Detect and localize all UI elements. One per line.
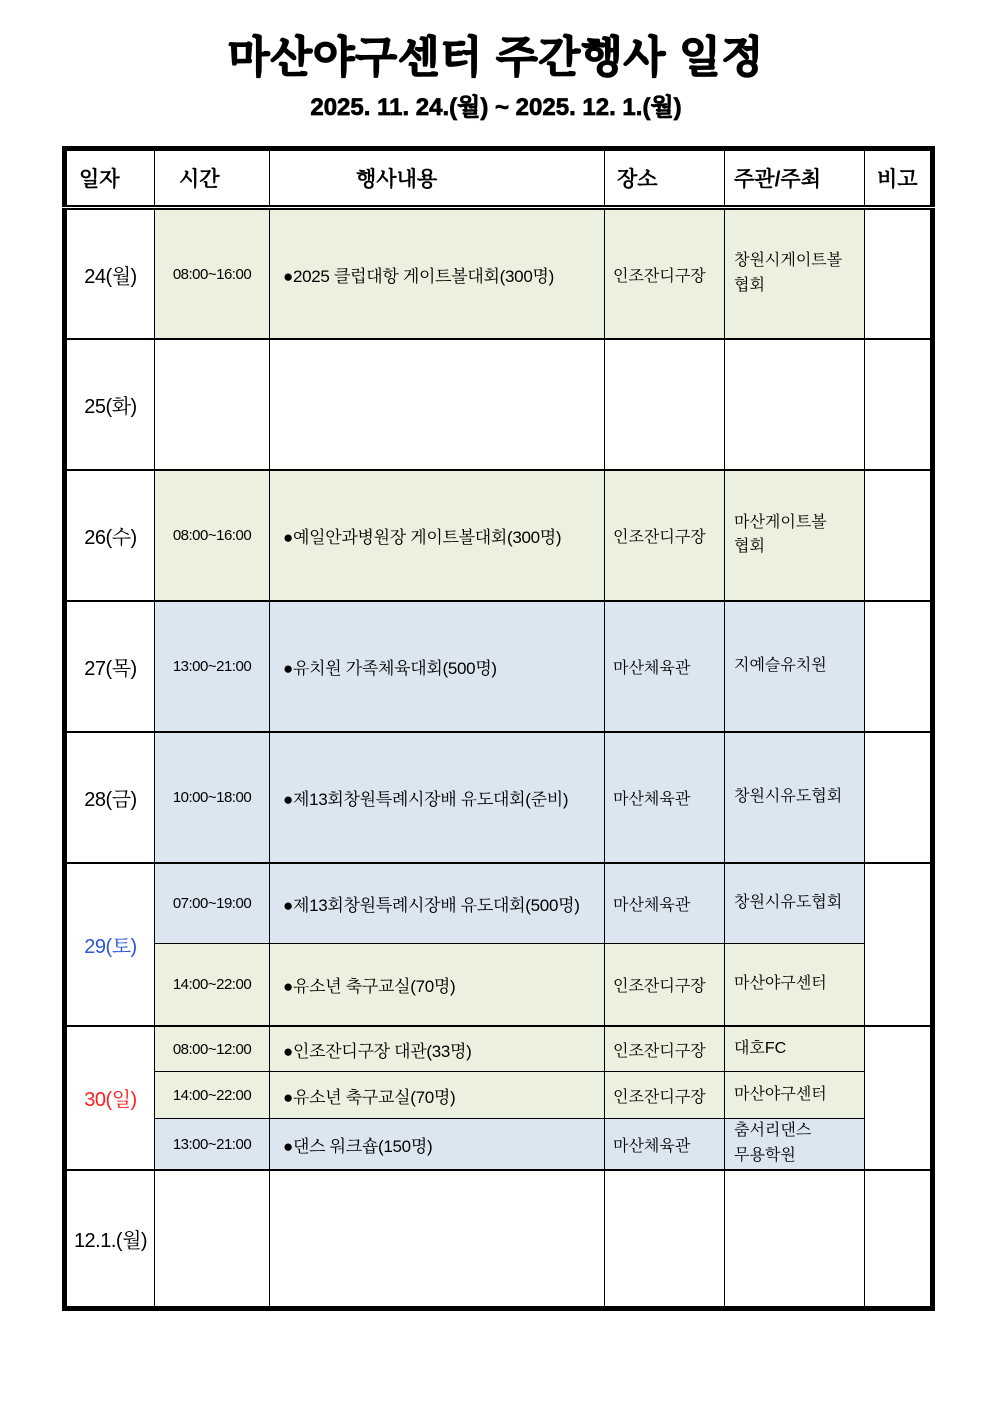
note-cell: [865, 863, 933, 1026]
organizer-cell: 지예슬유치원: [725, 601, 865, 732]
date-cell: 30(일): [65, 1026, 155, 1170]
note-cell: [865, 470, 933, 601]
table-header-row: [65, 149, 933, 208]
schedule-row: [65, 1119, 933, 1170]
note-cell: [865, 339, 933, 470]
schedule-row: [65, 1072, 933, 1119]
schedule-row: [65, 944, 933, 1026]
date-range-subtitle: 2025. 11. 24.(월) ~ 2025. 12. 1.(월): [310, 94, 682, 122]
place-cell: 마산체육관: [605, 1119, 725, 1170]
place-cell: 마산체육관: [605, 863, 725, 944]
event-cell: ●제13회창원특례시장배 유도대회(준비): [270, 732, 605, 863]
date-cell: 24(월): [65, 208, 155, 339]
event-cell: [270, 339, 605, 470]
place-cell: 마산체육관: [605, 732, 725, 863]
schedule-body: [65, 208, 933, 1308]
organizer-cell: 마산야구센터: [725, 944, 865, 1026]
place-cell: [605, 1170, 725, 1308]
weekly-schedule-table: [62, 146, 935, 1310]
event-cell: [270, 1170, 605, 1308]
date-cell: 29(토): [65, 863, 155, 1026]
note-cell: [865, 732, 933, 863]
place-cell: 인조잔디구장: [605, 944, 725, 1026]
organizer-cell: 창원시유도협회: [725, 863, 865, 944]
event-cell: ●유소년 축구교실(70명): [270, 1072, 605, 1119]
page-title: 마산야구센터 주간행사 일정: [227, 34, 765, 82]
organizer-cell: 춤서리댄스 무용학원: [725, 1119, 865, 1170]
header-organizer: 주관/주최: [725, 149, 865, 208]
schedule-row: [65, 1170, 933, 1308]
time-cell: 08:00~12:00: [155, 1026, 270, 1072]
header-event: 행사내용: [270, 149, 605, 208]
time-cell: [155, 1170, 270, 1308]
date-cell: 27(목): [65, 601, 155, 732]
event-cell: ●유소년 축구교실(70명): [270, 944, 605, 1026]
time-cell: 13:00~21:00: [155, 601, 270, 732]
schedule-row: [65, 601, 933, 732]
note-cell: [865, 1026, 933, 1170]
schedule-row: [65, 470, 933, 601]
event-cell: ●2025 클럽대항 게이트볼대회(300명): [270, 208, 605, 339]
time-cell: 14:00~22:00: [155, 1072, 270, 1119]
organizer-cell: 마산야구센터: [725, 1072, 865, 1119]
header-date: 일자: [65, 149, 155, 208]
date-cell: 26(수): [65, 470, 155, 601]
note-cell: [865, 208, 933, 339]
organizer-cell: 창원시유도협회: [725, 732, 865, 863]
note-cell: [865, 601, 933, 732]
note-cell: [865, 1170, 933, 1308]
time-cell: 08:00~16:00: [155, 208, 270, 339]
event-cell: ●유치원 가족체육대회(500명): [270, 601, 605, 732]
place-cell: [605, 339, 725, 470]
organizer-cell: [725, 339, 865, 470]
date-cell: 25(화): [65, 339, 155, 470]
place-cell: 인조잔디구장: [605, 1026, 725, 1072]
title-block: [0, 0, 992, 122]
schedule-row: [65, 732, 933, 863]
place-cell: 인조잔디구장: [605, 1072, 725, 1119]
time-cell: 14:00~22:00: [155, 944, 270, 1026]
header-time: 시간: [155, 149, 270, 208]
event-cell: ●예일안과병원장 게이트볼대회(300명): [270, 470, 605, 601]
header-place: 장소: [605, 149, 725, 208]
place-cell: 인조잔디구장: [605, 470, 725, 601]
place-cell: 인조잔디구장: [605, 208, 725, 339]
time-cell: 08:00~16:00: [155, 470, 270, 601]
header-note: 비고: [865, 149, 933, 208]
event-cell: ●댄스 워크숍(150명): [270, 1119, 605, 1170]
schedule-row: [65, 1026, 933, 1072]
place-cell: 마산체육관: [605, 601, 725, 732]
date-cell: 28(금): [65, 732, 155, 863]
organizer-cell: 대호FC: [725, 1026, 865, 1072]
organizer-cell: 마산게이트볼 협회: [725, 470, 865, 601]
schedule-row: [65, 339, 933, 470]
time-cell: 13:00~21:00: [155, 1119, 270, 1170]
organizer-cell: [725, 1170, 865, 1308]
schedule-row: [65, 208, 933, 339]
time-cell: 10:00~18:00: [155, 732, 270, 863]
organizer-cell: 창원시게이트볼 협회: [725, 208, 865, 339]
event-cell: ●인조잔디구장 대관(33명): [270, 1026, 605, 1072]
schedule-row: [65, 863, 933, 944]
time-cell: 07:00~19:00: [155, 863, 270, 944]
event-cell: ●제13회창원특례시장배 유도대회(500명): [270, 863, 605, 944]
date-cell: 12.1.(월): [65, 1170, 155, 1308]
time-cell: [155, 339, 270, 470]
